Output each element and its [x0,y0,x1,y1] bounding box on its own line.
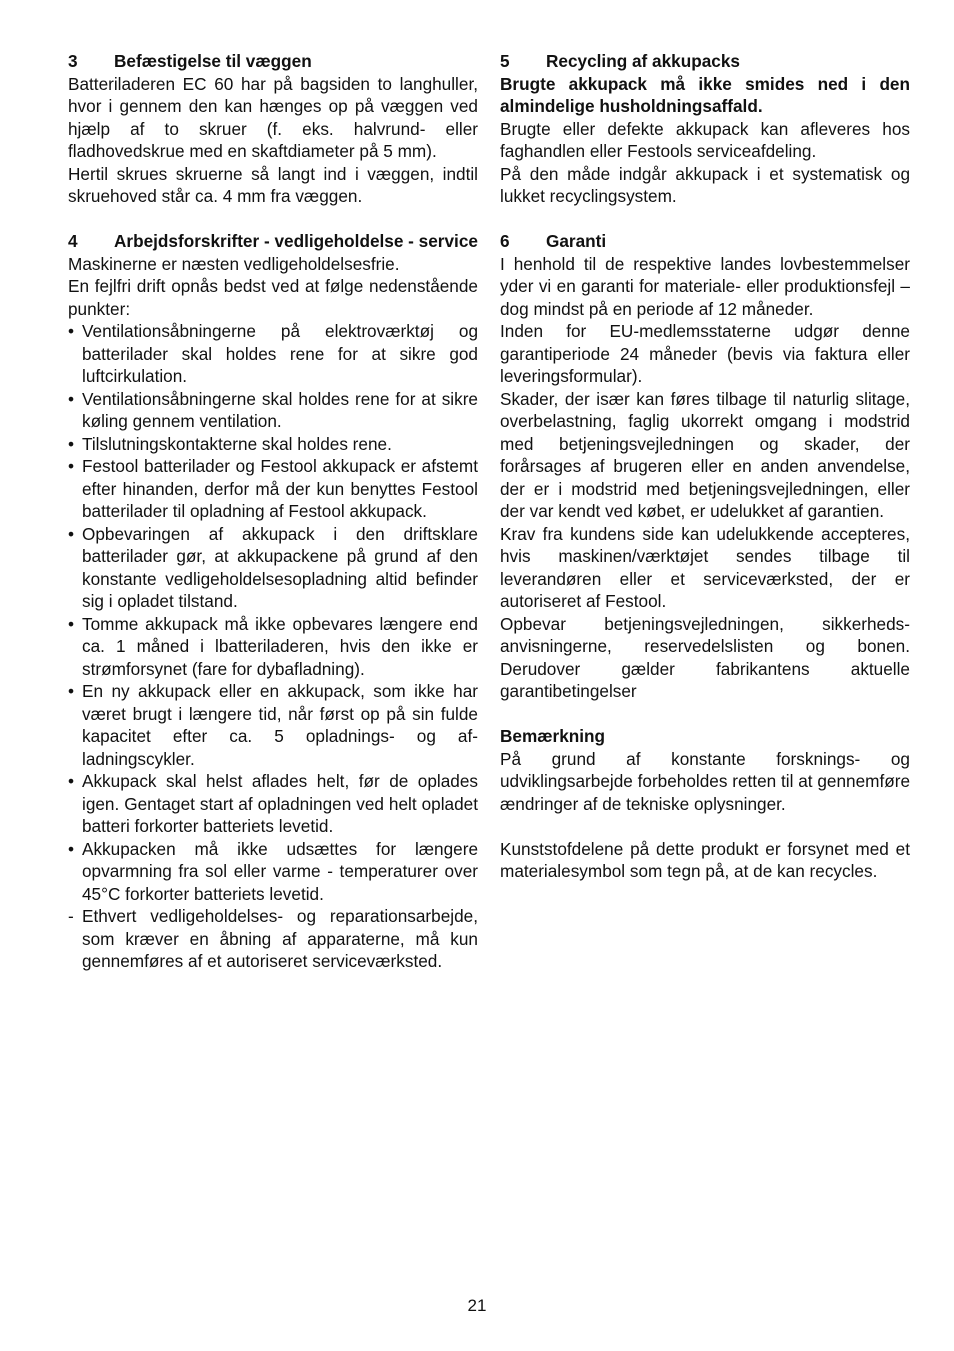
section-number: 6 [500,231,510,251]
list-item: • Tilslutningskontakterne skal holdes rene. [68,433,392,454]
paragraph: Kunststofdelene på dette produkt er forsynet med et materialesymbol som tegn på, at de kan recycles. [500,838,910,881]
maintenance-list [68,320,478,973]
paragraph: Opbevar betjeningsvejledningen, sikkerheds-anvisningerne, reservedelslisten og bonen. Derudover gælder fabrikantens aktuelle garantibetingelser [500,613,910,701]
section-number: 4 [68,231,78,251]
page-number: 21 [467,1296,487,1315]
list-item: • Ventilationsåbningerne skal holdes rene for at sikre køling gennem ventilation. [68,388,478,431]
section-6-heading [500,230,910,253]
paragraph: En fejlfri drift opnås bedst ved at følge nedenstående punkter: [68,276,478,319]
section-3-heading [68,50,478,73]
paragraph: På den måde indgår akkupack i et systematisk og lukket recyclingsystem. [500,163,910,206]
section-number: 3 [68,51,78,71]
section-5-heading [500,50,910,73]
list-item: • Ventilationsåbningerne på elektroværktøj og batterilader skal holdes rene for at sikre god luftcirkulation. [68,321,478,386]
paragraph: Maskinerne er næsten vedligeholdelsesfrie. [68,253,400,274]
warning-paragraph: Brugte akkupack må ikke smides ned i den almindelige husholdningsaffald. [500,73,910,116]
paragraph: Batteriladeren EC 60 har på bagsiden to langhuller, hvor i gennem den kan hænges op på væggen ved hjælp af to skruer (f. eks. halvrund- eller fladhovedskrue med en skaftdiameter på 5 mm). [68,73,478,161]
paragraph: Skader, der især kan føres tilbage til naturlig slitage, overbelastning, faglig ukorrekt omgang i modstrid med betjeningsvejledningen og skader, der forårsages af brugeren eller en anden anvendelse, der er i modstrid med betjeningsvejledningen, eller der var kendt ved købet, er udelukket af garantien. [500,388,910,521]
list-item: • Festool batterilader og Festool akkupack er afstemt efter hinanden, derfor må der kun benyttes Festool batterilader til opladning af Festool akkupack. [68,456,478,521]
section-title: Garanti [546,231,607,251]
list-item: • Tomme akkupack må ikke opbevares længere end ca. 1 måned i lbatteriladeren, hvis den ikke er strømforsynet (fare for dybafladning). [68,613,478,679]
section-number: 5 [500,51,510,71]
paragraph: Hertil skrues skruerne så langt ind i væggen, indtil skruehoved står ca. 4 mm fra væggen. [68,163,478,206]
section-4-heading [68,230,478,253]
paragraph: Brugte eller defekte akkupack kan afleveres hos faghandlen eller Festools serviceafdeling. [500,118,910,161]
paragraph: Krav fra kundens side kan udelukkende accepteres, hvis maskinen/værktøjet sendes tilbage til leverandøren eller et serviceværksted, der er autoriseret af Festool. [500,523,910,611]
section-title: Befæstigelse til væggen [114,51,312,71]
right-column [500,50,910,883]
paragraph: Inden for EU-medlemsstaterne udgør denne garantiperiode 24 måneder (bevis via faktura eller leveringsformular). [500,321,910,386]
list-item: - Ethvert vedligeholdelses- og reparationsarbejde, som kræver en åbning af apparaterne, må kun gennemføres af et autoriseret serviceværksted. [68,906,478,971]
section-title: Arbejdsforskrifter - vedligeholdelse - service [114,231,478,251]
list-item: • Akkupacken må ikke udsættes for længere opvarmning fra sol eller varme - temperaturer over 45°C forkorter batteriets levetid. [68,838,478,904]
list-item: • Opbevaringen af akkupack i den driftsklare batterilader gør, at akkupackene på grund af den konstante vedligeholdelsesopladning altid befinder sig i opladet tilstand. [68,523,478,611]
section-title: Recycling af akkupacks [546,51,740,71]
list-item: • En ny akkupack eller en akkupack, som ikke har været brugt i længere tid, når først op på sin fulde kapacitet efter ca. 5 opladnings- og af-ladningscykler. [68,681,478,769]
paragraph: I henhold til de respektive landes lovbestemmelser yder vi en garanti for materiale- eller produktionsfejl – dog mindst på en periode af 12 måneder. [500,253,910,319]
paragraph: På grund af konstante forsknings- og udviklingsarbejde forbeholdes retten til at gennemføre ændringer af de tekniske oplysninger. [500,748,910,814]
list-item: • Akkupack skal helst aflades helt, før de oplades igen. Gentaget start af opladningen ved helt opladet batteri forkorter batteriets levetid. [68,771,478,836]
note-heading: Bemærkning [500,726,606,746]
left-column [68,50,478,973]
